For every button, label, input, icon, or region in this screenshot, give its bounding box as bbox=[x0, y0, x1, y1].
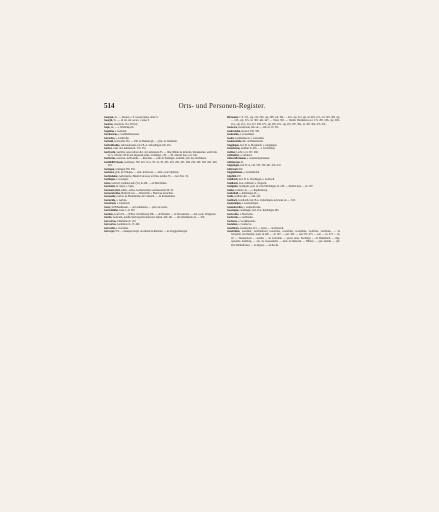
entry-text: s. Gebnard. bbox=[115, 129, 127, 133]
entry-headword: Göbrzsolt bbox=[227, 167, 238, 171]
entry-headword: Geringen, bbox=[104, 167, 115, 171]
entry-text: bed. B. A. Mosskirch, s. Göggingen. bbox=[240, 143, 278, 147]
entry-text: s. Gebhardus. bbox=[239, 216, 254, 220]
entry-text: Gebhart m. Pfb. — s. Taobembrg. bbox=[240, 147, 276, 151]
entry-headword: Goldbach, bbox=[227, 178, 239, 182]
entry-text: s. Gennaerispbrunnen. bbox=[247, 157, 270, 161]
entry-headword: Gosbertus, bbox=[227, 216, 239, 220]
entry-text: bed. B. A. Überlingen, s. Goltbach. bbox=[238, 178, 275, 182]
entry-headword: Gosleben, bbox=[227, 223, 238, 227]
register-entry bbox=[227, 116, 340, 126]
entry-headword: Gerneride, bbox=[104, 198, 116, 202]
entry-headword: Geuivetulen, bbox=[227, 129, 241, 133]
entry-headword: Geresbach, bbox=[104, 202, 117, 206]
entry-text: 372. — muniper hospit. de Albain de Rherlant. — de Zruggerinbergen. bbox=[115, 229, 188, 233]
entry-headword: Gertlis, bbox=[104, 216, 113, 220]
entry-text: Gerinlarus m. 13. 469. bbox=[117, 223, 140, 227]
entry-text: 237. bbox=[236, 174, 242, 178]
entry-text: canonicus 154. 203 (2). bbox=[113, 122, 138, 126]
entry-text: de. — s. Wiebillapsch. bbox=[110, 126, 134, 130]
entry-headword: Goteshorne, bbox=[227, 147, 241, 151]
entry-headword: Goldgelte, bbox=[227, 185, 239, 189]
entry-headword: Gerneodie, bbox=[104, 195, 116, 199]
entry-text: Lacht. L.O. 267. 268. bbox=[236, 150, 259, 154]
entry-headword: Gepe, bbox=[104, 126, 111, 130]
entry-headword: Gerboldiselles, bbox=[104, 143, 121, 147]
entry-headword: Göbnkorjes bbox=[227, 160, 240, 164]
page-header bbox=[104, 101, 340, 112]
entry-text: 7. 8. 121., sig. 122. 263., sig. 208. sch. 304. — 212., sig. 212. sgl. sol 463. 211., sol. 301. 305. sig. — 213., sig. 315., m. 365. 442. 447. — Wern. 365. — Wernh. Wernharrus sol. 174. 205. 206., sig. 206., 212., sig. 212., 214. 215. 238. 275., sig. 285. 291., sig. 291. 297. 304., m. 305. 364. 473. 474. bbox=[231, 116, 340, 126]
entry-headword: Göppingen, bbox=[227, 164, 240, 168]
entry-text: s. Gerhardus. bbox=[115, 136, 130, 140]
entry-text: Gotefrim, Gottfrindwert Gonofrino, Godefrina, Godefrime, Gottfrino, Gebfrides. — de Scherbalt, des Rettenn, sexer. in 400. — m. 367. — sen. 362. — den 473. 475. — sen. — m. 473. — m. 10. — Wedeerebert. — decimo — de Cruttuinn. — pastor exeis. Fooltinga. — de Hehenburh. — mgr. operantis. Kamborg. — can. de Lossaesrichs. — mon. de Meneran. — Blitters. — gen. nebulis. — plb. mil. Mohlenbruen. — de Rypera. — de Rocha. bbox=[231, 229, 340, 247]
register-column-left bbox=[104, 116, 217, 436]
entry-headword: Gernerobricke, bbox=[104, 191, 121, 195]
entry-headword: Gobber, bbox=[227, 150, 236, 154]
entry-headword: Göhrerdbrunnen, bbox=[227, 157, 247, 161]
entry-text: Gerbrhe, sener Albert dict. de Liebenstein 35. — filia Othinis de Albeidis, Monasterike, welch mis m. S. 126 mit 130 in den Regesten beine. Lichtinger, 133. — 82. Oberall Zue a.d.i. 342. bbox=[108, 150, 217, 157]
entry-text: abb. de Bennenbach. bbox=[242, 140, 264, 144]
entry-headword: Golln, bbox=[227, 195, 234, 199]
entry-headword: Göggingen, bbox=[227, 143, 240, 147]
entry-text: erhier, -erilter, Germanwilter, Germanswiler 90. 95. bbox=[121, 188, 174, 192]
entry-text: plab. Zo Elingen. — sold. de Rievara. — nam. scole Siphrons. bbox=[115, 171, 179, 175]
entry-headword: Godesahtu, bbox=[227, 133, 240, 137]
entry-text: Goldigsrn, pont. de villa Tharlängen, m. 239. — Klullen dica. — m. 297. bbox=[238, 185, 314, 189]
entry-headword: Geraberean, bbox=[104, 133, 118, 137]
entry-headword: Gerlanca, bbox=[104, 171, 115, 175]
entry-headword: Gerelles, bbox=[104, 212, 114, 216]
entry-headword: Gepelina, bbox=[104, 129, 115, 133]
entry-text: Golleris, de —, s. Raphensberg. bbox=[235, 188, 268, 192]
entry-text: Greif 470. — (Eftlel. Zwölfslaten) 596. — de Durbeth. — de Rowenstein. — dan. scole. Wingiense. bbox=[114, 212, 217, 216]
entry-text: Gerloch, Gerlimas mil. (St.) in 430. — de Herlchehan. bbox=[111, 181, 168, 185]
entry-headword: Gertruhildes, bbox=[104, 209, 119, 213]
entry-headword: Goldbach, bbox=[227, 181, 239, 185]
entry-headword: Gotebhure, bbox=[227, 226, 240, 230]
entry-headword: Gollerhall, bbox=[227, 191, 239, 195]
register-column-right bbox=[227, 116, 340, 436]
entry-headword: Gerwrges bbox=[104, 229, 115, 233]
entry-text: de Billenhausen. — de Lieinmstein. — plab. de Gasda. bbox=[111, 205, 168, 209]
entry-text: Gertrudis, Adelin-Sterbergsrich Annecalt, minen, 459. 461. — alla Wennherrns m. — 459. bbox=[112, 216, 205, 220]
entry-text: de capite, s. Spira. bbox=[115, 185, 135, 189]
entry-text: s. Goslnhaertena. bbox=[238, 219, 256, 223]
entry-headword: Goriswilre, bbox=[227, 212, 240, 216]
entry-text: O.A. Gültbach, s. Wolpach. bbox=[238, 181, 267, 185]
entry-headword: Goltbach, bbox=[227, 198, 238, 202]
entry-text: Genabrook, Otto de —, mil. m. 10. 331. bbox=[238, 126, 280, 130]
entry-text: s. Cosmucca. bbox=[238, 223, 252, 227]
entry-headword: Göjsbiih bbox=[227, 174, 237, 178]
entry-text: s. Gertrudis. bbox=[116, 226, 129, 230]
entry-text: s. Gazzestingen. bbox=[242, 202, 259, 206]
page-number: 514 bbox=[104, 102, 115, 110]
entry-headword: Goder, bbox=[227, 136, 235, 140]
entry-headword: Germanwylter, bbox=[104, 188, 121, 192]
entry-headword: Geuwara, bbox=[227, 126, 238, 130]
entry-headword: Gerbrecht, bbox=[104, 150, 116, 154]
register-entry bbox=[227, 230, 340, 247]
entry-text: s. Geringen. bbox=[116, 178, 129, 182]
entry-text: Gerboldus 332. — 436. de Bunshecgh. — pfab. de Tentmann. bbox=[114, 140, 178, 144]
entry-headword: Hermanns bbox=[227, 116, 239, 119]
entry-headword: Georgii, bbox=[104, 119, 113, 123]
entry-text: St. —, Kloster, s. S. Georgi minor, unter S. bbox=[114, 116, 159, 119]
entry-text: s. Gerbrie. bbox=[116, 198, 128, 202]
entry-headword: Gerer, bbox=[104, 205, 111, 209]
entry-headword: Göggiehdeum, bbox=[227, 171, 243, 175]
entry-headword: Gerbot, bbox=[104, 147, 113, 151]
entry-text: s. Gonnoltswiler. bbox=[243, 205, 261, 209]
entry-headword: Gerlaisheim, bbox=[104, 174, 118, 178]
entry-headword: Gerwartus, bbox=[104, 223, 117, 227]
entry-headword: Gerbald, bbox=[104, 140, 114, 144]
register-entry bbox=[104, 230, 217, 233]
entry-text: Gerner, de Herkomathe, Ab Cinnerm. — de Ronnematlar. bbox=[116, 195, 176, 199]
entry-text: s. Gerhildisbereesen. bbox=[118, 133, 140, 137]
entry-text: bed. B. A. 143. 333. 339. 401. 416. 472. bbox=[240, 164, 282, 168]
entry-text: 450. bbox=[238, 167, 243, 171]
entry-headword: Gerardus, bbox=[104, 136, 116, 140]
entry-text: Keawol 330. 358. bbox=[241, 129, 260, 133]
entry-headword: Germand, bbox=[104, 185, 116, 189]
entry-text: s. Gebnard. bbox=[240, 153, 252, 157]
entry-headword: Georgen, bbox=[104, 116, 114, 119]
entry-headword: Gollar, bbox=[227, 188, 235, 192]
entry-headword: Gobbehurt, bbox=[227, 153, 240, 157]
page-title: Orts- und Personen-Register. bbox=[178, 102, 266, 110]
entry-text: Guringen 330. 332. bbox=[115, 167, 136, 171]
entry-text: Gerertus, de Bruenlia. — Rinoldus. — plab de Tenlingen. Gerbhilt, fam. des. Richtherte. bbox=[116, 157, 207, 161]
entry-text: Godsbrikke m. s. Gossellins. bbox=[234, 136, 265, 140]
entry-headword: Gadeacarkhe bbox=[227, 140, 242, 144]
entry-text: s. Jonarbach. bbox=[116, 202, 131, 206]
entry-headword: Goslarno, bbox=[227, 219, 238, 223]
entry-text: Gebbordeselies, bed. B. A. Ueberlingen 220. 201. bbox=[120, 143, 172, 147]
entry-headword: Gotefriduis, bbox=[227, 229, 241, 233]
entry-headword: Gerhildirbrissem, bbox=[104, 160, 124, 164]
entry-text: Gelhass dict. — 244. 245. bbox=[234, 195, 261, 199]
entry-text: 41. bbox=[240, 160, 244, 164]
entry-headword: Gongstingen, bbox=[227, 202, 242, 206]
entry-text: bater. L.O. 367. bbox=[119, 209, 136, 213]
entry-headword: Gonnoltswilre, bbox=[227, 205, 244, 209]
entry-text: Gottshorme 413. — Lieba. — de Wernach. bbox=[239, 226, 284, 230]
entry-headword: Gerlo, bbox=[104, 181, 111, 185]
entry-text: Goldbach, bed. B.A. Ueberlingen, Arwlodes de —, 343. bbox=[238, 198, 296, 202]
entry-text: s. Amsbaigen im —. bbox=[239, 191, 261, 195]
entry-text: Gonningen, bed. O.A. Reutlingen 483. bbox=[239, 209, 280, 213]
entry-text: s. Götzlinhofen. bbox=[243, 171, 260, 175]
entry-text: Heinrich von —, Marschall, s. Henricus marschalc. bbox=[121, 191, 174, 195]
entry-text: Grubtuero 330. 461. O.A. 58. 34. 38. 263. 263. 264. 265. 208. 230. 299. 328. 462. 400. 401. bbox=[108, 160, 217, 168]
entry-text: s. Gotesbiken. bbox=[240, 133, 255, 137]
entry-headword: Gosenigen, bbox=[227, 209, 239, 213]
register-entry bbox=[104, 161, 217, 168]
entry-text: Gerlarbertus, Heinrich de sacer et filius, nobiles 35. — bed. B.A. 56. bbox=[118, 174, 189, 178]
entry-headword: Gerwrelle, bbox=[104, 226, 116, 230]
entry-headword: Georius, bbox=[104, 122, 114, 126]
entry-headword: Gerwartae, bbox=[104, 219, 117, 223]
entry-text: cantr. de Liudifasia m. 172. 374. bbox=[113, 147, 147, 151]
entry-headword: Gerlingen, bbox=[104, 178, 116, 182]
entry-text: Chirmethe m. 119. bbox=[117, 219, 137, 223]
entry-text: St. —, ad vel. ant. secul., s. unter S. bbox=[113, 119, 150, 123]
entry-headword: Gerbertus, bbox=[104, 157, 116, 161]
entry-text: s. Bartswilre. bbox=[239, 212, 254, 216]
